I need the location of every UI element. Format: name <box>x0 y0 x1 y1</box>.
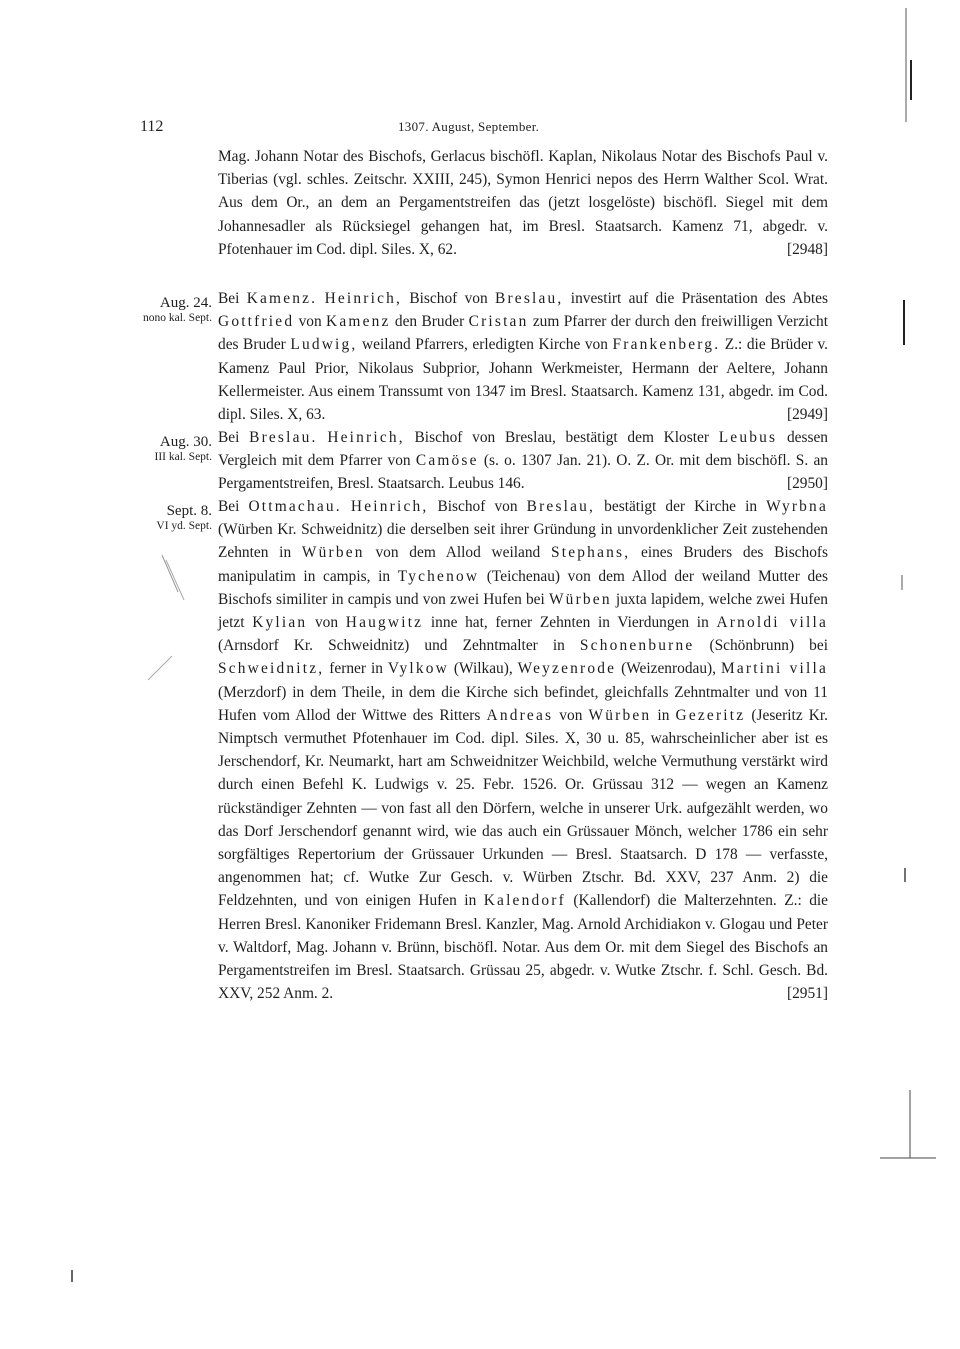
date-label: Aug. 24. <box>159 295 212 311</box>
date-label: Aug. 30. <box>159 434 212 450</box>
date-roman: nono kal. Sept. <box>143 312 212 324</box>
entry-2951 <box>218 495 828 1005</box>
page-number: 112 <box>140 118 164 135</box>
place-name: Kamenz. <box>246 290 318 307</box>
place-name: Breslau. <box>249 429 318 446</box>
margin-date <box>138 434 212 464</box>
reference-number: [2949] <box>786 406 828 424</box>
continuation-body: Mag. Johann Notar des Bischofs, Gerlacus bischöfl. Kaplan, Nikolaus Notar des Bischofs Paul v. Tiberias (vgl. schles. Zeitschr. XXIII, 245), Symon Henrici nepos des Herrn Walther Scol. Wrat. Aus dem Or., an dem an Pergamentstreifen das (jetzt losgelöste) bischöfl. Siegel mit dem Johannesadler als Rücksiegel gehangen hat, im Bresl. Staatsarch. Kamenz 71, abgedr. v. Pfotenhauer im Cod. dipl. Siles. X, 62. <box>218 148 828 258</box>
margin-date <box>138 503 212 533</box>
entry-2950 <box>218 426 828 496</box>
reference-number: [2948] <box>786 240 828 258</box>
entry-text: Bei Kamenz. Heinrich, Bischof von Breslau, investirt auf die Präsentation des Abtes Gottfried von Kamenz den Bruder Cristan zum Pfarrer der durch den freiwilligen Verzicht des Bruder Ludwig, weiland Pfarrers, erledigten Kirche von Frankenberg. Z.: die Brüder v. Kamenz Paul Prior, Nikolaus Subprior, Johann Werkmeister, Hermann der Aeltere, Johann Kellermeister. Aus einem Transsumt von 1347 im Bresl. Staatsarch. Kamenz 131, abgedr. im Cod. dipl. Siles. X, 63. [2949] <box>218 287 828 426</box>
place-name: Ottmachau. <box>248 498 342 515</box>
entry-2949 <box>218 287 828 426</box>
date-roman: III kal. Sept. <box>154 451 212 463</box>
date-label: Sept. 8. <box>166 503 212 519</box>
margin-date <box>138 295 212 325</box>
entry-text: Bei Ottmachau. Heinrich, Bischof von Breslau, bestätigt der Kirche in Wyrbna (Würben Kr. Schweidnitz) die derselben seit ihrer Gründung in unvordenklicher Zeit zustehenden Zehnten in Würben von dem Allod weiland Stephans, eines Bruders des Bischofs manipulatim in campis, in Tychenow (Teichenau) von dem Allod der weiland Mutter des Bischofs similiter in campis und von zwei Hufen bei Würben juxta lapidem, welche zwei Hufen jetzt Kylian von Haugwitz inne hat, ferner Zehnten in Vierdungen in Arnoldi villa (Arnsdorf Kr. Schweidnitz) und Zehntmalter in Schonenburne (Schönbrunn) bei Schweidnitz, ferner in Vylkow (Wilkau), Weyzenrode (Weizenrodau), Martini villa (Merzdorf) in dem Theile, in dem die Kirche sich befindet, gleichfalls Zehntmalter und von 11 Hufen vom Allod der Wittwe des Ritters Andreas von Würben in Gezeritz (Jeseritz Kr. Nimptsch vermuthet Pfotenhauer im Cod. dipl. Siles. X, 30 u. 85, wahrscheinlicher aber ist es Jerschendorf, Kr. Neumarkt, hart am Schweidnitzer Weichbild, welche Vermuthung verstärkt wird durch einen Befehl K. Ludwigs v. 25. Febr. 1526. Or. Grüssau 312 — wegen an Kamenz rückständiger Zehnten — von fast all den Dörfern, welche in unserer Urk. aufgezählt werden, wo das Dorf Jerschendorf genannt wird, wie das auch ein Grüssauer Mönch, welcher 1786 ein sehr sorgfältiges Repertorium der Grüssauer Urkunden — Bresl. Staatsarch. D 178 — verfasste, angenommen hat; cf. Wutke Zur Gesch. v. Würben Ztschr. Bd. XXV, 237 Anm. 2) die Feldzehnten, und von einigen Hufen in Kalendorf (Kallendorf) die Malterzehnten. Z.: die Herren Bresl. Kanoniker Fridemann Bresl. Kanzler, Mag. Arnold Archidiakon v. Glogau und Peter v. Waltdorf, Mag. Johann v. Brünn, bischöfl. Notar. Aus dem Or. mit dem Siegel des Bischofs an Pergamentstreifen im Bresl. Staatsarch. Grüssau 25, abgedr. v. Wutke Ztschr. f. Schl. Gesch. Bd. XXV, 252 Anm. 2. [2951] <box>218 495 828 1005</box>
entry-text: Bei Breslau. Heinrich, Bischof von Breslau, bestätigt dem Kloster Leubus dessen Vergleich mit dem Pfarrer von Camöse (s. o. 1307 Jan. 21). O. Z. Or. mit dem bischöfl. S. an Pergamentstreifen, Bresl. Staatsarch. Leubus 146. [2950] <box>218 426 828 496</box>
reference-number: [2951] <box>786 985 828 1003</box>
continuation-text <box>218 145 828 261</box>
reference-number: [2950] <box>786 475 828 493</box>
continuation-entry <box>218 145 828 261</box>
date-roman: VI yd. Sept. <box>156 520 212 532</box>
running-header: 1307. August, September. <box>398 119 540 134</box>
